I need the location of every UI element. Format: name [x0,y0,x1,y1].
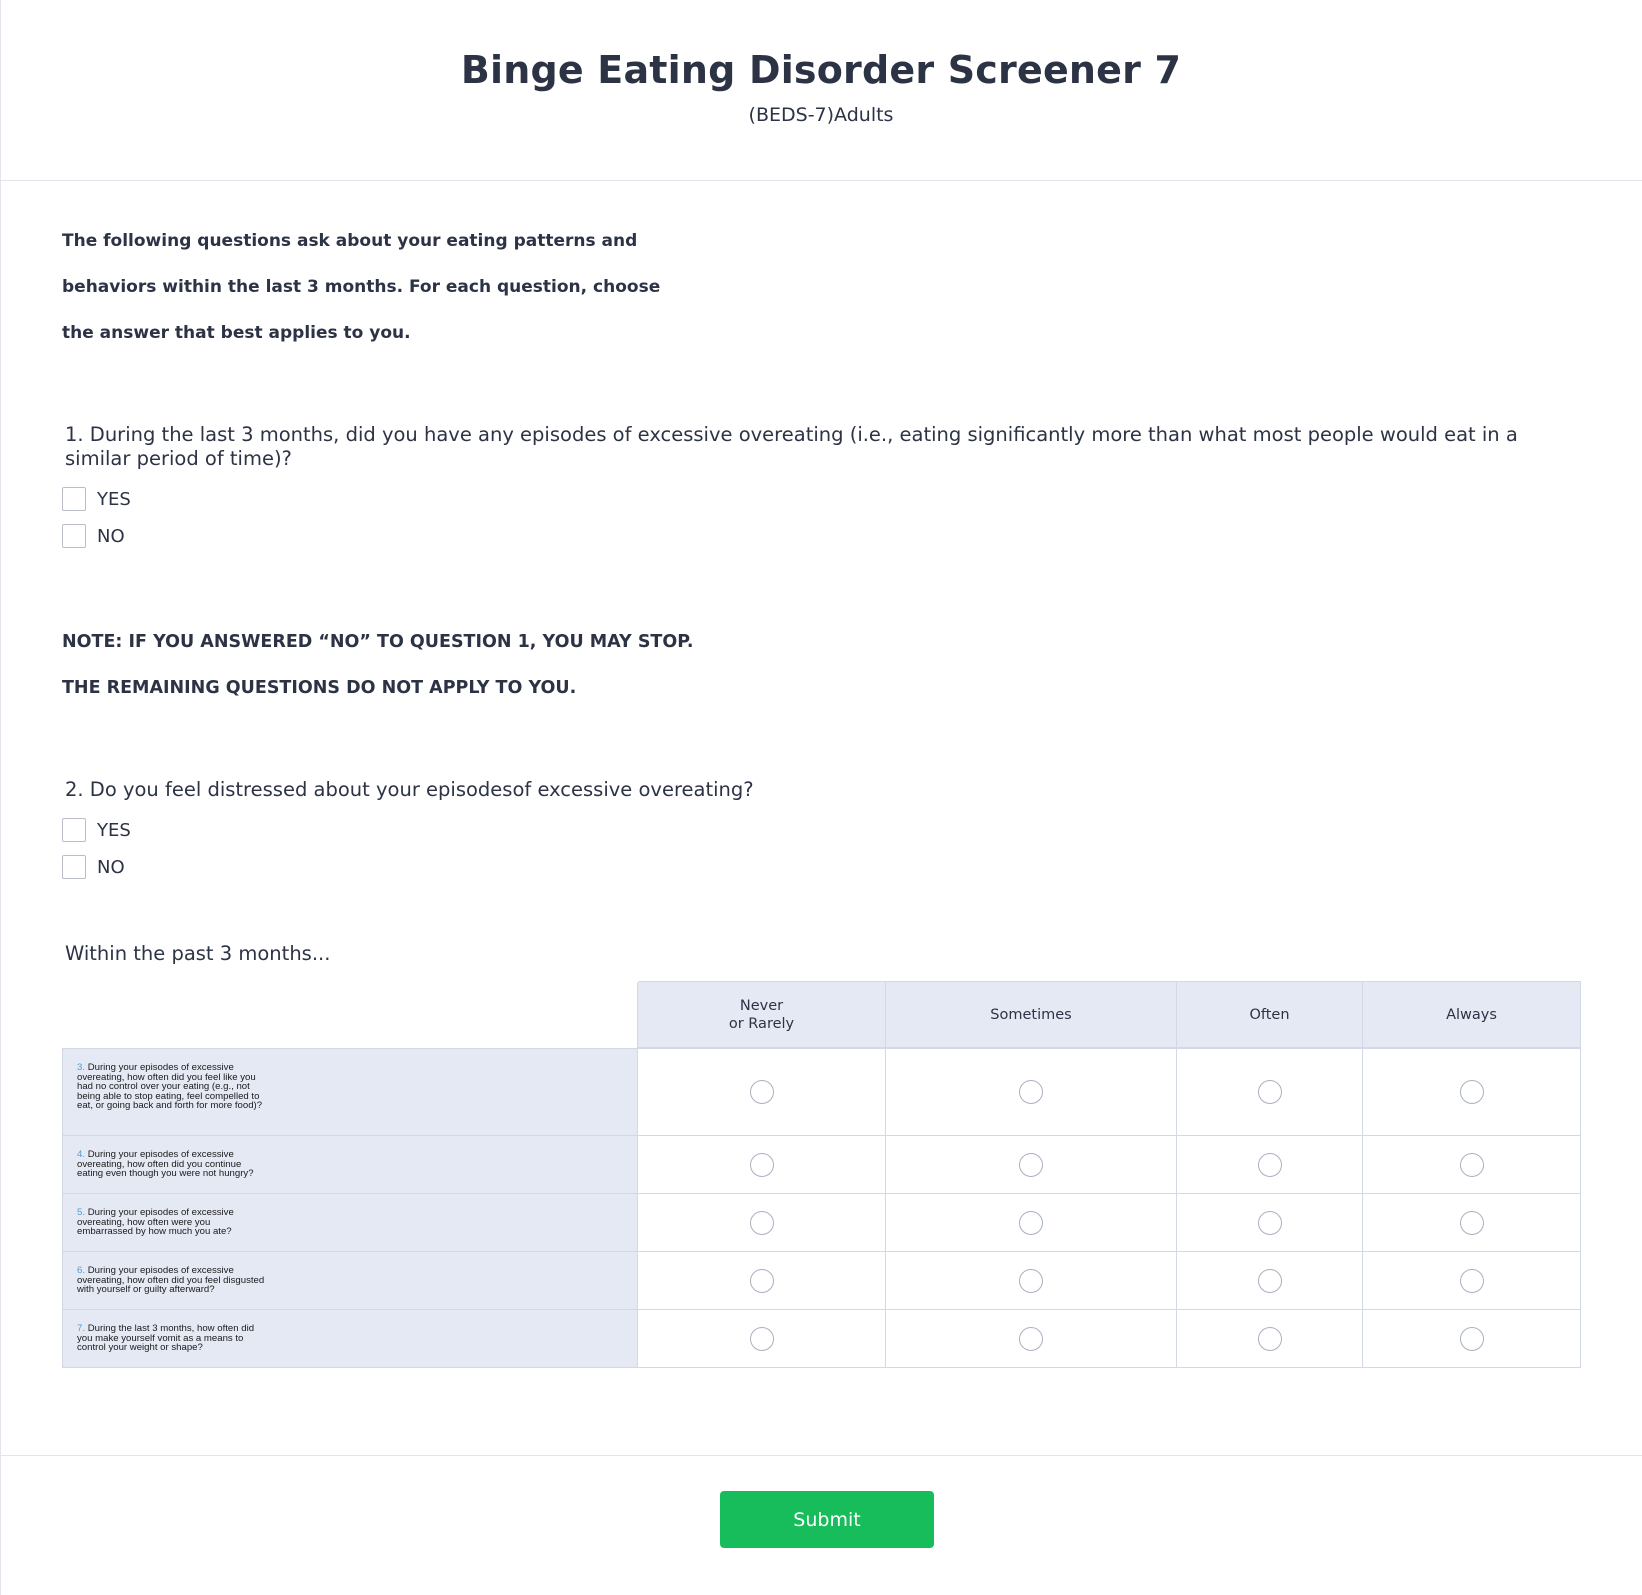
note-line: NOTE: IF YOU ANSWERED “NO” TO QUESTION 1, YOU MAY STOP. [62,632,694,652]
row-number: 5. [77,1207,86,1218]
matrix-radio-button[interactable] [1258,1269,1282,1293]
matrix-radio-button[interactable] [750,1080,774,1104]
matrix-cell[interactable] [885,1135,1177,1194]
q2-option-yes[interactable] [62,818,131,842]
matrix-row-label [62,1135,637,1194]
q1-no-checkbox[interactable] [62,524,86,548]
matrix-cell[interactable] [1176,1251,1363,1310]
matrix-row-label [62,1193,637,1252]
matrix-radio-button[interactable] [1019,1080,1043,1104]
question-2-label: 2. Do you feel distressed about your episodesof excessive overeating? [65,778,754,801]
intro-line: behaviors within the last 3 months. For each question, choose [62,277,661,297]
q1-option-yes[interactable] [62,487,131,511]
row-number: 4. [77,1149,86,1160]
page-title: Binge Eating Disorder Screener 7 [460,48,1182,92]
matrix-column-header: Never or Rarely [637,981,886,1048]
matrix-radio-button[interactable] [750,1269,774,1293]
matrix-cell[interactable] [885,1309,1177,1368]
matrix-cell[interactable] [637,1309,886,1368]
matrix-radio-button[interactable] [1019,1211,1043,1235]
frequency-matrix [62,981,1580,1368]
q2-yes-checkbox[interactable] [62,818,86,842]
matrix-radio-button[interactable] [1460,1080,1484,1104]
row-question-text: During your episodes of excessive overeating, how often did you feel disgusted with yourself or guilty afterward? [77,1265,265,1296]
matrix-radio-button[interactable] [1460,1269,1484,1293]
stop-note [62,619,862,711]
question-1-label: 1. During the last 3 months, did you have any episodes of excessive overeating (i.e., eating significantly more than what most people would eat in a similar period of time)? [65,423,1518,470]
matrix-radio-button[interactable] [1019,1269,1043,1293]
matrix-radio-button[interactable] [750,1211,774,1235]
matrix-cell[interactable] [637,1048,886,1136]
matrix-cell[interactable] [637,1135,886,1194]
q2-no-checkbox[interactable] [62,855,86,879]
intro-line: The following questions ask about your eating patterns and [62,231,638,251]
matrix-cell[interactable] [1362,1135,1581,1194]
matrix-cell[interactable] [1176,1193,1363,1252]
matrix-row-label [62,1251,637,1310]
q1-option-no[interactable] [62,524,125,548]
intro-text [62,218,702,356]
matrix-cell[interactable] [885,1193,1177,1252]
matrix-radio-button[interactable] [750,1153,774,1177]
matrix-cell[interactable] [885,1048,1177,1136]
q1-no-label[interactable]: NO [97,525,125,547]
matrix-radio-button[interactable] [1258,1327,1282,1351]
matrix-title: Within the past 3 months... [65,942,331,965]
matrix-cell[interactable] [1176,1135,1363,1194]
row-question-text: During your episodes of excessive overeating, how often were you embarrassed by how much you ate? [77,1207,234,1238]
matrix-cell[interactable] [885,1251,1177,1310]
note-line: THE REMAINING QUESTIONS DO NOT APPLY TO YOU. [62,678,577,698]
form-header [0,0,1642,181]
matrix-radio-button[interactable] [1460,1327,1484,1351]
matrix-row-label [62,1048,637,1136]
matrix-cell[interactable] [1176,1309,1363,1368]
matrix-cell[interactable] [1362,1309,1581,1368]
submit-button[interactable]: Submit [720,1491,934,1548]
q2-yes-label[interactable]: YES [97,819,131,841]
matrix-cell[interactable] [637,1193,886,1252]
matrix-radio-button[interactable] [1258,1080,1282,1104]
matrix-row-label [62,1309,637,1368]
matrix-cell[interactable] [637,1251,886,1310]
q2-option-no[interactable] [62,855,125,879]
row-number: 6. [77,1265,86,1276]
matrix-radio-button[interactable] [1019,1153,1043,1177]
q1-yes-checkbox[interactable] [62,487,86,511]
matrix-radio-button[interactable] [1258,1153,1282,1177]
page-subtitle: (BEDS-7)Adults [748,104,894,126]
q2-no-label[interactable]: NO [97,856,125,878]
row-number: 7. [77,1323,86,1334]
row-number: 3. [77,1062,86,1073]
row-question-text: During the last 3 months, how often did you make yourself vomit as a means to control your weight or shape? [77,1323,255,1354]
matrix-radio-button[interactable] [1460,1211,1484,1235]
matrix-column-header: Sometimes [885,981,1177,1048]
intro-line: the answer that best applies to you. [62,323,411,343]
matrix-radio-button[interactable] [1019,1327,1043,1351]
row-question-text: During your episodes of excessive overeating, how often did you continue eating even though you were not hungry? [77,1149,254,1180]
matrix-cell[interactable] [1362,1251,1581,1310]
row-question-text: During your episodes of excessive overeating, how often did you feel like you had no control over your eating (e.g., not being able to stop eating, feel compelled to eat, or going back and forth for more food)? [77,1062,263,1112]
matrix-column-header: Always [1362,981,1581,1048]
matrix-cell[interactable] [1362,1048,1581,1136]
matrix-radio-button[interactable] [750,1327,774,1351]
matrix-radio-button[interactable] [1460,1153,1484,1177]
matrix-radio-button[interactable] [1258,1211,1282,1235]
matrix-cell[interactable] [1362,1193,1581,1252]
matrix-column-header: Often [1176,981,1363,1048]
q1-yes-label[interactable]: YES [97,488,131,510]
matrix-cell[interactable] [1176,1048,1363,1136]
